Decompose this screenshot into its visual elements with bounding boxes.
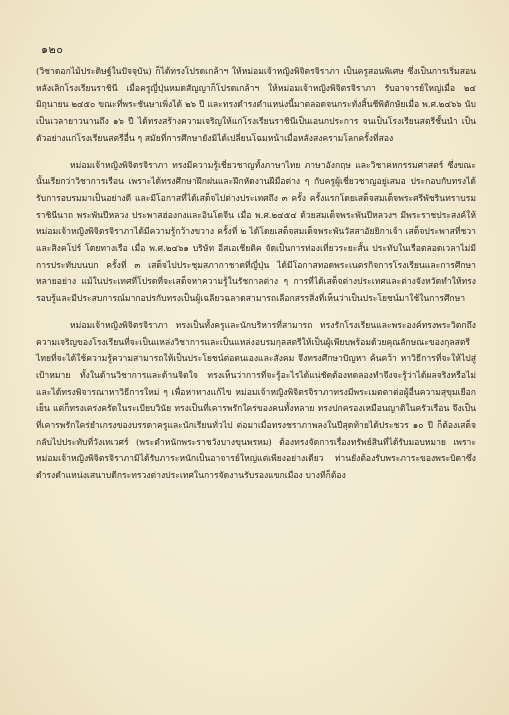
paragraph-1: (วิชาดอกไม้ประดิษฐ์ในปัจจุบัน) ก็ได้ทรงโปรดเกล้าฯ ให้หม่อมเจ้าหญิงพิจิตรจิราภา เป็นครูสอนพิเศษ ซึ่งเป็นการเริ่มสอนหลังเลิกโรงเรียนราชินี เมื่อครูญี่ปุ่นหมดสัญญาก็โปรดเกล้าฯ ให้หม่อมเจ้าหญิงพิจิตรจิราภา รับอาจารย์ใหญ่เมื่อ ๒๔ มิถุนายน ๒๔๕๐ ขณะที่พระชันษาเพิ่งได้ ๒๖ ปี และทรงดำรงตำแหน่งนี้มาตลอดจนกระทั่งสิ้นชีพิตักษัยเมื่อ พ.ศ.๒๔๖๖ นับเป็นเวลายาวนานถึง ๑๖ ปี ได้ทรงสร้างความเจริญให้แก่โรงเรียนราชินีเป็นเอนกประการ จนเป็นโรงเรียนสตรีชั้นนำ เป็นตัวอย่างแก่โรงเรียนสตรีอื่น ๆ สมัยที่การศึกษายังมิได้เปลี่ยนโฉมหน้าเมื่อหลังสงครามโลกครั้งที่สอง — [36, 67, 476, 144]
page-body — [36, 64, 476, 485]
paragraph-3: หม่อมเจ้าหญิงพิจิตรจิราภา ทรงเป็นทั้งครูและนักบริหารที่สามารถ ทรงรักโรงเรียนและพระองค์ทรงพระวิตกถึงความเจริญของโรงเรียนที่จะเป็นแหล่งวิชาการและเป็นแหล่งอบรมกุลสตรีให้เป็นผู้เพียบพร้อมด้วยคุณลักษณะของกุลสตรีไทยที่จะได้ใช้ความรู้ความสามารถให้เป็นประโยชน์ต่อตนเองและสังคม จึงทรงศึกษาปัญหา ค้นคว้า หาวิธีการที่จะให้ไปสู่เป้าหมาย ทั้งในด้านวิชาการและด้านจิตใจ ทรงเห็นว่าการที่จะรู้อะไรได้แน่ชัดต้องทดลองทำจึงจะรู้ว่าได้ผลจริงหรือไม่ และได้ทรงพิจารณาหาวิธีการใหม่ ๆ เพื่อหาทางแก้ไข หม่อมเจ้าหญิงพิจิตรจิราภาทรงมีพระเมตตาต่อผู้อื่นความสุขุมเยือกเย็น แต่ก็ทรงเคร่งครัดในระเบียบวินัย ทรงเป็นที่เคารพรักใคร่ของคนทั้งหลาย ทรงปกครองเหมือนญาติในครัวเรือน จึงเป็นที่เคารพรักใคร่ยำเกรงของบรรดาครูและนักเรียนทั่วไป ต่อมาเมื่อทรงชราภาพลงในปีสุดท้ายได้ประชวร ๑๐ ปี ก็ต้องเสด็จกลับไปประทับที่วังเทเวศร์ (พระตำหนักพระราชวังบางขุนพรหม) ต้องทรงจัดการเรื่องทรัพย์สินที่ได้รับมอบหมาย เพราะหม่อมเจ้าหญิงพิจิตรจิราภามิได้รับภาระหนักเป็นอาจารย์ใหญ่แต่เพียงอย่างเดียว ท่านยังต้องรับพระภาระของพระบิดาซึ่งดำรงตำแหน่งเสนาบดีกระทรวงต่างประเทศในการจัดงานรับรองแขกเมือง บางทีก็ต้อง — [36, 320, 476, 482]
page-number: ๑๒๐ — [41, 43, 64, 56]
paragraph-2: หม่อมเจ้าหญิงพิจิตรจิราภา ทรงมีความรู้เชี่ยวชาญทั้งภาษาไทย ภาษาอังกฤษ และวิชาคหกรรมศาสตร์ ซึ่งขณะนั้นเรียกว่าวิชาการเรือน เพราะได้ทรงศึกษาฝึกฝนและฝึกหัดงานฝีมือต่าง ๆ กับครูผู้เชี่ยวชาญอยู่เสมอ ประกอบกับทรงได้รับการอบรมมาเป็นอย่างดี และมีโอกาสที่ได้เสด็จไปต่างประเทศถึง ๓ ครั้ง ครั้งแรกโดยเสด็จสมเด็จพระศรีพัชรินทราบรมราชินีนาถ พระพันปีหลวง ประพาสฮ่องกงและอินโดจีน เมื่อ พ.ศ.๒๔๕๔ ด้วยสมเด็จพระพันปีหลวงฯ มีพระราชประสงค์ให้หม่อมเจ้าหญิงพิจิตรจิราภาได้มีความรู้กว้างขวาง ครั้งที่ ๒ ได้โดยเสด็จสมเด็จพระพันวัสสาอัยยิกาเจ้า เสด็จประพาสที่ชวาและสิงคโปร์ โดยทางเรือ เมื่อ พ.ศ.๒๔๖๑ บริษัท อีสเอเชียติค จัดเป็นการท่องเที่ยวระยะสั้น ประทับในเรือตลอดเวลาไม่มีการประทับบนบก ครั้งที่ ๓ เสด็จไปประชุมสภากาชาดที่ญี่ปุ่น ได้มีโอกาสทอดพระเนตรกิจการโรงเรียนและการศึกษาหลายอย่าง แม้ในประเทศที่โปรดที่จะเสด็จหาความรู้ในรัชกาลต่าง ๆ การที่ได้เสด็จต่างประเทศและต่างจังหวัดทำให้ทรงรอบรู้และมีประสบการณ์มากอปรกับทรงเป็นผู้เฉลียวฉลาดสามารถเลือกสรรสิ่งที่เห็นว่าเป็นประโยชน์มาใช้ในการศึกษา — [36, 160, 476, 305]
